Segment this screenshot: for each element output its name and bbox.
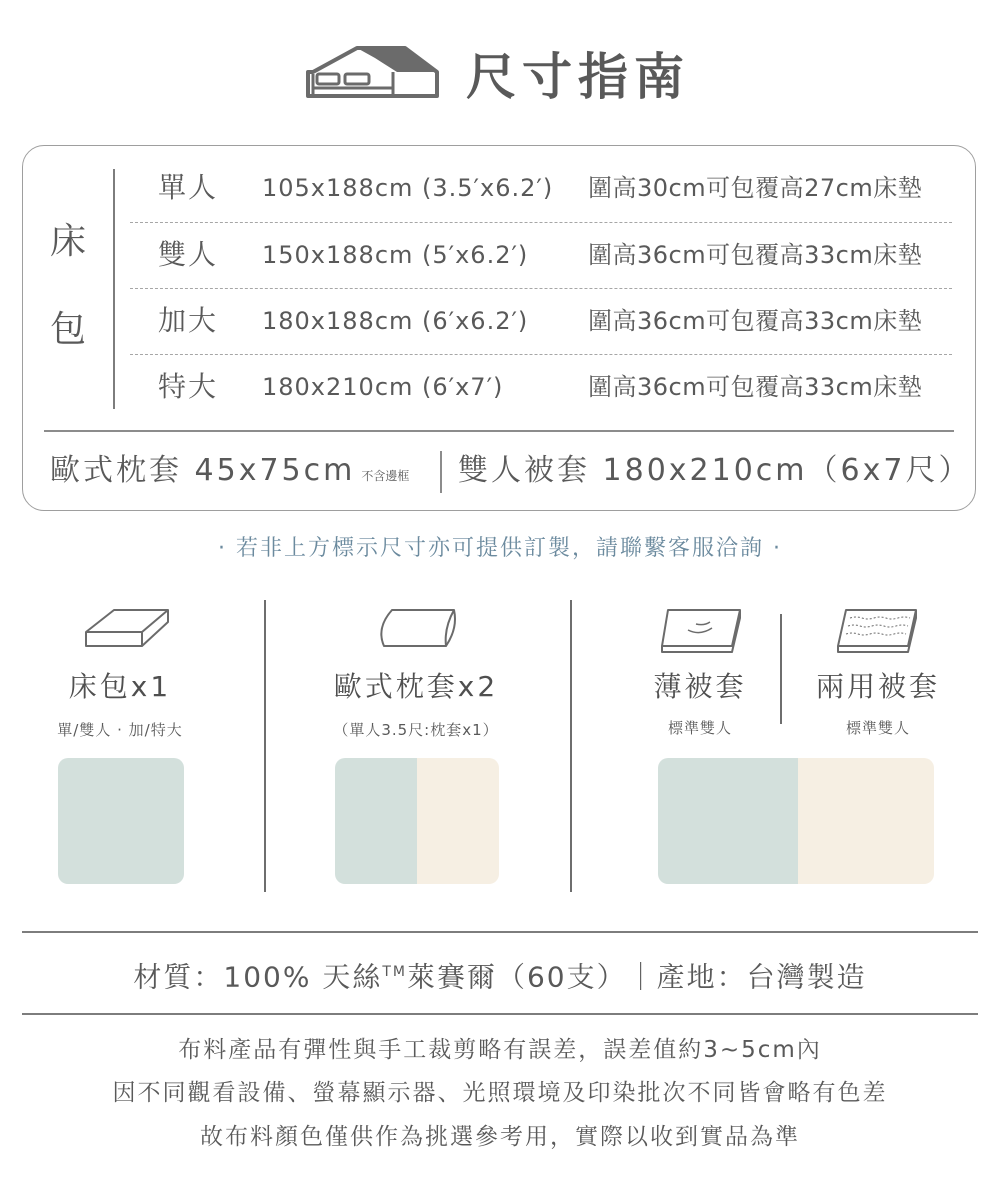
product-title: 床包x1 xyxy=(68,670,172,703)
size-name: 特大 xyxy=(158,370,219,403)
column-divider xyxy=(780,614,782,724)
thin-duvet-icon xyxy=(660,606,744,654)
size-name: 單人 xyxy=(158,171,219,204)
size-dimensions: 105x188cm (3.5′x6.2′) xyxy=(262,174,554,202)
column-divider xyxy=(570,600,572,892)
color-swatch-cream xyxy=(417,758,499,884)
product-title: 歐式枕套x2 xyxy=(333,670,499,703)
size-note: 圍高30cm可包覆高27cm床墊 xyxy=(588,174,923,202)
size-row-king xyxy=(130,354,952,420)
disclaimer-line: 因不同觀看設備、螢幕顯示器、光照環境及印染批次不同皆會略有色差 xyxy=(112,1080,888,1106)
vertical-divider xyxy=(440,451,442,493)
divider xyxy=(44,430,954,432)
size-dimensions: 150x188cm (5′x6.2′) xyxy=(262,241,529,269)
size-name: 加大 xyxy=(158,304,219,337)
color-swatch-mint xyxy=(658,758,798,884)
size-row-queen xyxy=(130,288,952,354)
color-swatch-pair xyxy=(658,758,934,884)
product-title: 薄被套 xyxy=(653,670,747,703)
disclaimer-line: 布料產品有彈性與手工裁剪略有誤差，誤差值約3~5cm內 xyxy=(178,1037,822,1063)
size-note: 圍高36cm可包覆高33cm床墊 xyxy=(588,241,923,269)
product-subtitle: 標準雙人 xyxy=(845,719,910,737)
product-subtitle: （單人3.5尺:枕套x1） xyxy=(333,721,499,739)
size-note: 圍高36cm可包覆高33cm床墊 xyxy=(588,373,923,401)
size-note: 圍高36cm可包覆高33cm床墊 xyxy=(588,307,923,335)
fitted-sheet-label-2: 包 xyxy=(50,309,87,350)
color-swatch-mint xyxy=(58,758,184,884)
size-dimensions: 180x210cm (6′x7′) xyxy=(262,373,504,401)
divider xyxy=(22,931,978,933)
material-text: 材質：100% 天絲 xyxy=(133,960,383,994)
pillowcase-size xyxy=(50,443,409,499)
material-info xyxy=(0,948,1000,1001)
product-subtitle: 標準雙人 xyxy=(667,719,732,737)
bed-house-icon xyxy=(305,44,439,102)
vertical-divider xyxy=(113,169,115,409)
pillow-icon xyxy=(374,606,460,650)
material-origin: 萊賽爾（60支）｜產地：台灣製造 xyxy=(406,960,867,994)
custom-order-note: · 若非上方標示尺寸亦可提供訂製，請聯繫客服洽詢 · xyxy=(218,536,782,561)
color-swatch-cream xyxy=(798,758,934,884)
pillowcase-note: 不含邊框 xyxy=(361,469,410,483)
page-title: 尺寸指南 xyxy=(466,48,690,106)
size-dimensions: 180x188cm (6′x6.2′) xyxy=(262,307,529,335)
fitted-sheet-label-1: 床 xyxy=(50,221,87,262)
trademark: TM xyxy=(382,964,407,980)
product-subtitle: 單/雙人 · 加/特大 xyxy=(57,721,183,739)
size-name: 雙人 xyxy=(158,238,219,271)
product-title: 兩用被套 xyxy=(815,670,940,703)
divider xyxy=(22,1013,978,1015)
size-row-single xyxy=(130,155,952,221)
column-divider xyxy=(264,600,266,892)
color-swatch-mint xyxy=(335,758,417,884)
color-swatch-pair xyxy=(335,758,499,884)
fitted-sheet-icon xyxy=(84,606,170,650)
quilt-icon xyxy=(836,606,920,654)
size-row-double xyxy=(130,222,952,288)
disclaimer-line: 故布料顏色僅供作為挑選參考用，實際以收到實品為準 xyxy=(200,1124,800,1150)
pillowcase-label: 歐式枕套 45x75cm xyxy=(50,453,356,488)
duvet-size: 雙人被套 180x210cm（6x7尺） xyxy=(458,453,972,488)
